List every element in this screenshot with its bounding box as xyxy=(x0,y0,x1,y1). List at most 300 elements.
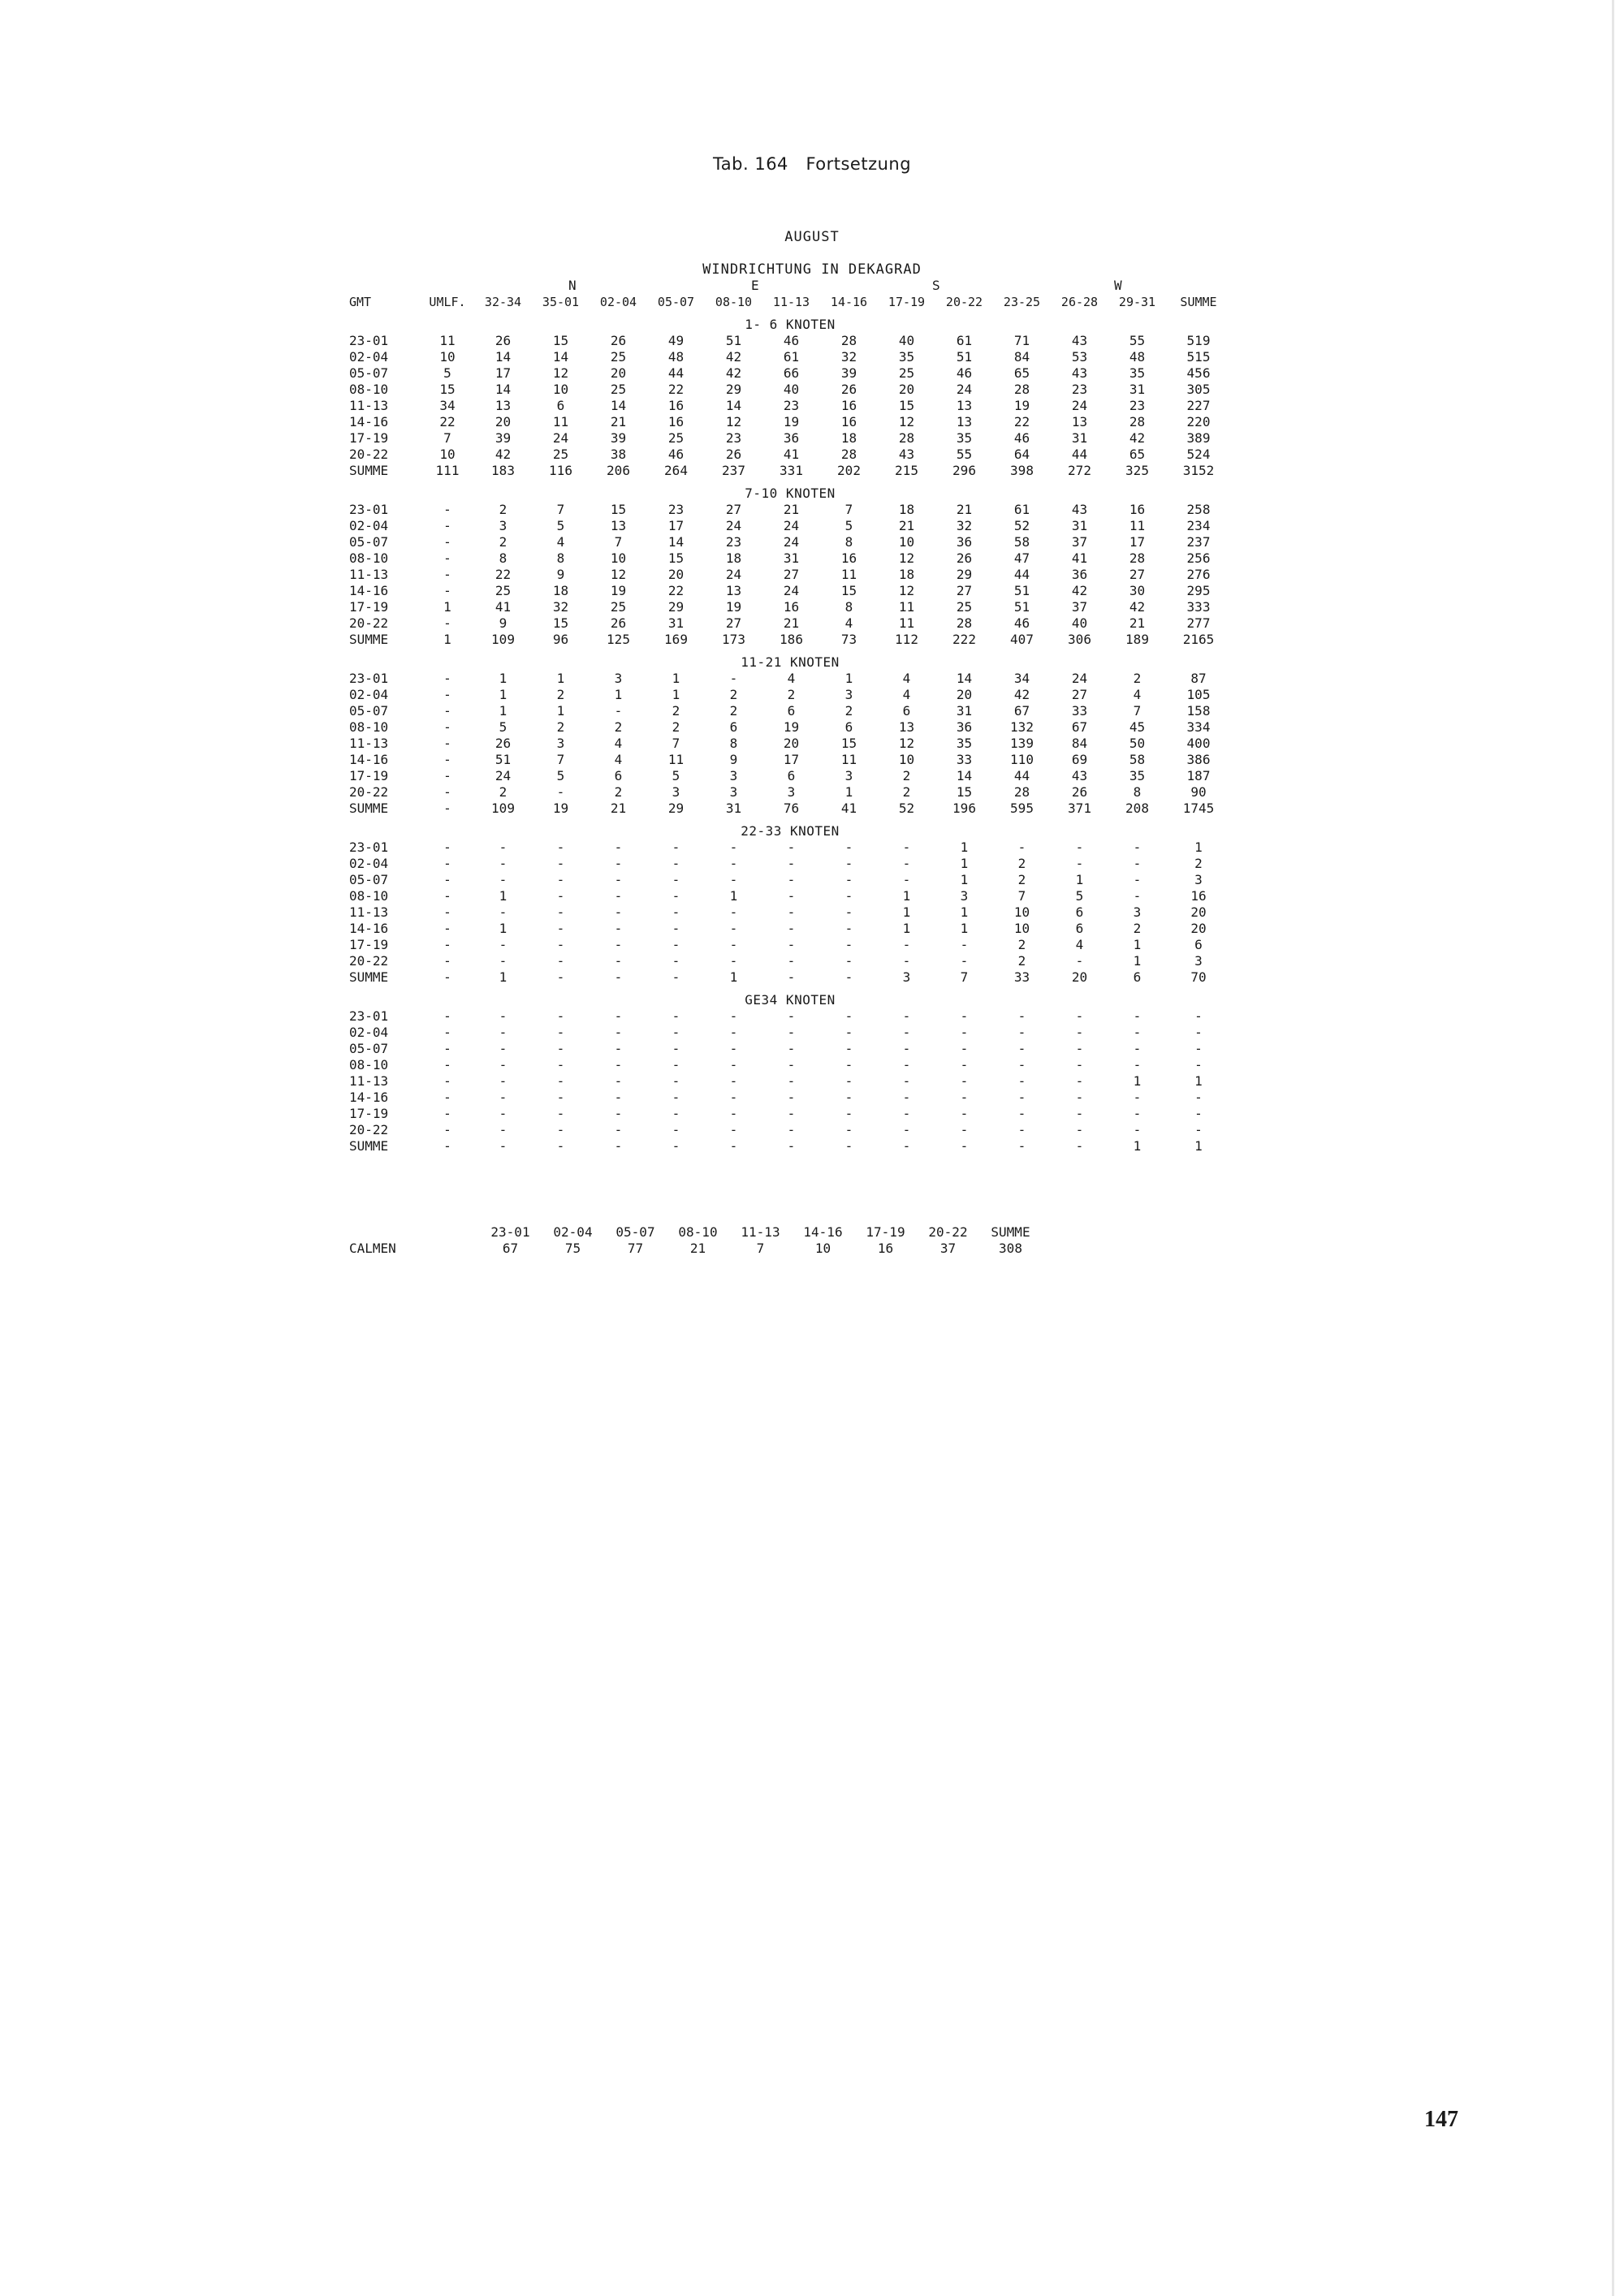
table-row xyxy=(349,447,1231,463)
column-header: UMLF. xyxy=(429,295,466,309)
section-title: GE34 KNOTEN xyxy=(745,992,836,1008)
table-cell: - xyxy=(614,703,623,719)
table-cell: - xyxy=(729,856,738,871)
table-cell: 12 xyxy=(610,567,627,582)
table-cell: 125 xyxy=(607,632,630,647)
table-cell: - xyxy=(902,872,911,887)
table-row xyxy=(349,752,1231,768)
table-cell: - xyxy=(556,953,565,969)
table-cell: - xyxy=(443,583,451,598)
table-cell: 8 xyxy=(729,736,738,751)
table-cell: 65 xyxy=(1129,447,1146,462)
table-cell: - xyxy=(960,953,969,969)
table-cell: 40 xyxy=(783,382,800,397)
table-cell: - xyxy=(443,969,451,985)
table-cell: - xyxy=(443,921,451,936)
table-cell: 42 xyxy=(1013,687,1030,702)
table-cell: 1 xyxy=(1194,1073,1203,1089)
table-cell: - xyxy=(844,888,853,904)
table-cell: - xyxy=(1133,1041,1142,1056)
table-cell: 389 xyxy=(1186,430,1211,446)
table-cell: - xyxy=(614,1106,623,1121)
table-cell: 15 xyxy=(667,550,685,566)
table-cell: 44 xyxy=(1071,447,1088,462)
table-cell: - xyxy=(844,1073,853,1089)
table-cell: - xyxy=(443,904,451,920)
table-cell: - xyxy=(499,937,508,952)
table-cell: 29 xyxy=(956,567,973,582)
section-title-row xyxy=(349,317,1231,333)
table-cell: 15 xyxy=(439,382,456,397)
table-cell: 24 xyxy=(956,382,973,397)
table-cell: 6 xyxy=(787,703,796,719)
table-cell: 46 xyxy=(1013,615,1030,631)
table-cell: 1 xyxy=(1194,1138,1203,1154)
table-cell: 169 xyxy=(664,632,688,647)
table-cell: 1 xyxy=(1075,872,1084,887)
table-cell: 24 xyxy=(1071,398,1088,413)
table-cell: 208 xyxy=(1125,801,1149,816)
table-cell: 21 xyxy=(898,518,915,533)
row-label: 20-22 xyxy=(349,953,389,969)
table-cell: 20 xyxy=(495,414,512,429)
table-cell: 48 xyxy=(1129,349,1146,365)
table-cell: 264 xyxy=(664,463,688,478)
table-cell: - xyxy=(960,1073,969,1089)
table-cell: 12 xyxy=(898,583,915,598)
table-cell: 227 xyxy=(1186,398,1211,413)
table-cell: 22 xyxy=(495,567,512,582)
table-cell: - xyxy=(443,752,451,767)
section-title: 22-33 KNOTEN xyxy=(741,823,840,839)
table-cell: - xyxy=(672,937,680,952)
table-row xyxy=(349,687,1231,703)
table-cell: 40 xyxy=(1071,615,1088,631)
table-cell: 1 xyxy=(556,703,565,719)
table-cell: - xyxy=(1133,1106,1142,1121)
table-cell: 16 xyxy=(1129,502,1146,517)
table-caption: Tab. 164 Fortsetzung xyxy=(712,154,912,174)
row-label: 05-07 xyxy=(349,703,389,719)
table-cell: 20 xyxy=(1190,921,1207,936)
table-cell: 51 xyxy=(956,349,973,365)
table-cell: - xyxy=(729,1073,738,1089)
table-cell: - xyxy=(1133,1122,1142,1137)
table-cell: 58 xyxy=(1013,534,1030,550)
table-row xyxy=(349,671,1231,687)
table-cell: 4 xyxy=(844,615,853,631)
table-cell: 456 xyxy=(1186,365,1211,381)
table-cell: 41 xyxy=(1071,550,1088,566)
table-cell: - xyxy=(443,534,451,550)
table-cell: 22 xyxy=(667,583,685,598)
section-title-row xyxy=(349,486,1231,502)
table-cell: 3 xyxy=(1194,953,1203,969)
table-row xyxy=(349,518,1231,534)
table-cell: - xyxy=(672,953,680,969)
row-label: 17-19 xyxy=(349,937,389,952)
table-cell: 29 xyxy=(667,599,685,615)
table-cell: 27 xyxy=(956,583,973,598)
table-cell: 20 xyxy=(783,736,800,751)
table-cell: - xyxy=(614,969,623,985)
table-cell: - xyxy=(443,518,451,533)
table-cell: 29 xyxy=(725,382,742,397)
table-cell: 1745 xyxy=(1182,801,1215,816)
table-cell: - xyxy=(443,1090,451,1105)
table-cell: 28 xyxy=(840,333,857,348)
table-cell: 206 xyxy=(607,463,630,478)
table-cell: - xyxy=(902,856,911,871)
table-cell: 2 xyxy=(729,703,738,719)
table-cell: - xyxy=(556,888,565,904)
table-cell: 28 xyxy=(1129,550,1146,566)
table-cell: 2 xyxy=(1017,953,1026,969)
table-cell: 1 xyxy=(499,888,508,904)
table-cell: 105 xyxy=(1186,687,1211,702)
table-cell: 3 xyxy=(556,736,565,751)
table-cell: 28 xyxy=(1013,784,1030,800)
table-cell: 18 xyxy=(898,502,915,517)
table-cell: 7 xyxy=(960,969,969,985)
table-cell: 21 xyxy=(610,801,627,816)
table-cell: 31 xyxy=(667,615,685,631)
table-cell: - xyxy=(499,872,508,887)
table-cell: 22 xyxy=(439,414,456,429)
column-header: 02-04 xyxy=(599,295,637,309)
calmen-value-row xyxy=(349,1241,1042,1257)
table-cell: 7 xyxy=(614,534,623,550)
table-cell: - xyxy=(960,1041,969,1056)
table-cell: - xyxy=(844,904,853,920)
table-row xyxy=(349,1073,1231,1090)
table-cell: 3 xyxy=(614,671,623,686)
table-cell: - xyxy=(1133,888,1142,904)
table-cell: - xyxy=(960,1122,969,1137)
table-cell: 16 xyxy=(840,414,857,429)
table-cell: 24 xyxy=(783,518,800,533)
table-cell: 18 xyxy=(898,567,915,582)
table-cell: 1 xyxy=(443,599,451,615)
table-cell: - xyxy=(1194,1041,1203,1056)
table-cell: - xyxy=(1017,1090,1026,1105)
table-cell: 10 xyxy=(439,447,456,462)
table-cell: - xyxy=(902,937,911,952)
table-cell: 33 xyxy=(1071,703,1088,719)
table-cell: - xyxy=(1133,839,1142,855)
table-cell: 44 xyxy=(1013,567,1030,582)
table-cell: 334 xyxy=(1186,719,1211,735)
table-cell: 17 xyxy=(667,518,685,533)
table-cell: 14 xyxy=(552,349,569,365)
table-cell: - xyxy=(443,856,451,871)
column-header: GMT xyxy=(349,295,372,309)
table-cell: 43 xyxy=(1071,502,1088,517)
table-cell: 12 xyxy=(898,736,915,751)
table-cell: - xyxy=(443,615,451,631)
table-row xyxy=(349,463,1231,479)
table-cell: - xyxy=(1017,839,1026,855)
table-row xyxy=(349,333,1231,349)
table-cell: - xyxy=(729,1122,738,1137)
table-cell: 11 xyxy=(552,414,569,429)
table-cell: 35 xyxy=(956,430,973,446)
page-number: 147 xyxy=(1424,2107,1458,2132)
table-cell: 14 xyxy=(956,671,973,686)
table-cell: - xyxy=(729,904,738,920)
table-cell: - xyxy=(960,937,969,952)
calmen-header: 23-01 xyxy=(490,1224,530,1240)
table-cell: - xyxy=(556,969,565,985)
table-cell: 26 xyxy=(1071,784,1088,800)
table-cell: 27 xyxy=(783,567,800,582)
table-cell: 24 xyxy=(783,534,800,550)
row-label: 14-16 xyxy=(349,921,389,936)
table-cell: 49 xyxy=(667,333,685,348)
table-cell: 25 xyxy=(495,583,512,598)
table-cell: 48 xyxy=(667,349,685,365)
table-row xyxy=(349,921,1231,937)
table-cell: 111 xyxy=(435,463,460,478)
table-cell: 237 xyxy=(722,463,745,478)
table-cell: - xyxy=(556,921,565,936)
table-cell: 70 xyxy=(1190,969,1207,985)
table-cell: 31 xyxy=(783,550,800,566)
table-cell: 20 xyxy=(898,382,915,397)
table-cell: - xyxy=(443,768,451,783)
table-cell: 42 xyxy=(495,447,512,462)
table-cell: 1 xyxy=(902,888,911,904)
table-cell: 398 xyxy=(1010,463,1034,478)
table-cell: - xyxy=(556,839,565,855)
table-cell: 5 xyxy=(443,365,451,381)
table-cell: - xyxy=(443,719,451,735)
row-label: 05-07 xyxy=(349,534,389,550)
table-cell: - xyxy=(787,872,796,887)
table-cell: 202 xyxy=(837,463,861,478)
table-cell: 73 xyxy=(840,632,857,647)
table-cell: 28 xyxy=(1013,382,1030,397)
table-cell: - xyxy=(672,888,680,904)
table-cell: 12 xyxy=(725,414,742,429)
calmen-header: 05-07 xyxy=(615,1224,655,1240)
section-spacer xyxy=(349,648,1231,654)
table-cell: 45 xyxy=(1129,719,1146,735)
table-cell: - xyxy=(614,953,623,969)
table-cell: 36 xyxy=(956,719,973,735)
table-cell: 10 xyxy=(1013,904,1030,920)
table-cell: - xyxy=(556,1090,565,1105)
table-row xyxy=(349,888,1231,904)
table-cell: 2 xyxy=(672,719,680,735)
table-cell: - xyxy=(672,1106,680,1121)
table-cell: - xyxy=(499,1008,508,1024)
row-label: SUMME xyxy=(349,801,389,816)
row-label: 02-04 xyxy=(349,856,389,871)
table-cell: - xyxy=(844,1138,853,1154)
table-cell: 27 xyxy=(725,615,742,631)
table-cell: 2 xyxy=(499,502,508,517)
row-label: 11-13 xyxy=(349,904,389,920)
table-cell: - xyxy=(844,1057,853,1072)
table-cell: 2 xyxy=(499,534,508,550)
table-cell: 407 xyxy=(1010,632,1034,647)
table-cell: 109 xyxy=(491,801,515,816)
table-cell: 5 xyxy=(499,719,508,735)
table-cell: - xyxy=(787,856,796,871)
table-cell: 26 xyxy=(610,615,627,631)
table-cell: 19 xyxy=(783,414,800,429)
table-cell: 25 xyxy=(552,447,569,462)
calmen-header: 08-10 xyxy=(678,1224,718,1240)
table-cell: 5 xyxy=(672,768,680,783)
table-cell: 10 xyxy=(610,550,627,566)
table-cell: 31 xyxy=(956,703,973,719)
table-cell: - xyxy=(1075,1090,1084,1105)
table-cell: - xyxy=(1133,1008,1142,1024)
table-cell: 24 xyxy=(495,768,512,783)
table-cell: - xyxy=(443,1041,451,1056)
table-cell: - xyxy=(443,703,451,719)
table-cell: - xyxy=(787,969,796,985)
table-cell: 3 xyxy=(1133,904,1142,920)
calmen-blank xyxy=(349,1224,479,1241)
table-cell: - xyxy=(1194,1025,1203,1040)
table-cell: 6 xyxy=(1075,921,1084,936)
table-cell: 16 xyxy=(1190,888,1207,904)
table-cell: - xyxy=(902,953,911,969)
table-cell: - xyxy=(443,567,451,582)
row-label: 08-10 xyxy=(349,719,389,735)
table-cell: 21 xyxy=(783,502,800,517)
table-cell: 277 xyxy=(1186,615,1211,631)
table-cell: 1 xyxy=(729,888,738,904)
table-cell: 20 xyxy=(956,687,973,702)
table-cell: - xyxy=(729,671,738,686)
table-cell: 16 xyxy=(667,414,685,429)
table-cell: - xyxy=(729,1138,738,1154)
table-cell: 3 xyxy=(902,969,911,985)
row-label: 14-16 xyxy=(349,583,389,598)
table-cell: 20 xyxy=(610,365,627,381)
table-cell: - xyxy=(443,872,451,887)
table-cell: - xyxy=(443,953,451,969)
table-row xyxy=(349,567,1231,583)
table-cell: - xyxy=(614,1073,623,1089)
table-row xyxy=(349,736,1231,752)
table-cell: - xyxy=(499,1090,508,1105)
cardinal-south: S xyxy=(932,278,940,293)
row-label: 05-07 xyxy=(349,872,389,887)
table-cell: - xyxy=(556,1122,565,1137)
table-cell: 6 xyxy=(1133,969,1142,985)
table-cell: - xyxy=(499,856,508,871)
table-cell: 43 xyxy=(898,447,915,462)
table-cell: 26 xyxy=(610,333,627,348)
table-cell: - xyxy=(902,1025,911,1040)
table-cell: - xyxy=(787,1025,796,1040)
month-title: AUGUST xyxy=(784,229,840,245)
table-cell: 196 xyxy=(952,801,976,816)
table-row xyxy=(349,583,1231,599)
column-header: 08-10 xyxy=(715,295,753,309)
table-cell: 23 xyxy=(1129,398,1146,413)
table-cell: - xyxy=(499,904,508,920)
table-cell: 17 xyxy=(495,365,512,381)
row-label: 02-04 xyxy=(349,1025,389,1040)
table-cell: 4 xyxy=(614,752,623,767)
table-cell: - xyxy=(614,1090,623,1105)
table-cell: - xyxy=(672,1041,680,1056)
table-cell: 132 xyxy=(1010,719,1034,735)
table-cell: - xyxy=(844,1041,853,1056)
section-spacer xyxy=(349,986,1231,992)
table-cell: - xyxy=(960,1008,969,1024)
table-cell: - xyxy=(1133,1090,1142,1105)
table-cell: 186 xyxy=(780,632,803,647)
table-cell: - xyxy=(672,1008,680,1024)
table-cell: - xyxy=(499,1025,508,1040)
table-cell: 36 xyxy=(956,534,973,550)
table-cell: 10 xyxy=(439,349,456,365)
row-label: 20-22 xyxy=(349,1122,389,1137)
table-cell: 14 xyxy=(495,349,512,365)
table-cell: 7 xyxy=(556,502,565,517)
table-cell: 19 xyxy=(783,719,800,735)
table-row xyxy=(349,937,1231,953)
table-cell: - xyxy=(1017,1057,1026,1072)
table-cell: - xyxy=(1017,1106,1026,1121)
table-cell: - xyxy=(729,872,738,887)
table-cell: - xyxy=(787,1057,796,1072)
table-cell: - xyxy=(844,1090,853,1105)
table-cell: - xyxy=(844,953,853,969)
table-cell: - xyxy=(1133,1057,1142,1072)
table-cell: 1 xyxy=(844,671,853,686)
table-cell: - xyxy=(672,872,680,887)
column-header: 35-01 xyxy=(542,295,580,309)
table-cell: 20 xyxy=(667,567,685,582)
table-cell: - xyxy=(1075,1106,1084,1121)
table-cell: 3 xyxy=(729,784,738,800)
table-cell: - xyxy=(614,1057,623,1072)
table-cell: 21 xyxy=(956,502,973,517)
table-cell: - xyxy=(1133,1025,1142,1040)
table-cell: 1 xyxy=(499,703,508,719)
table-row xyxy=(349,1106,1231,1122)
table-cell: - xyxy=(960,1025,969,1040)
table-cell: - xyxy=(556,904,565,920)
table-row xyxy=(349,1090,1231,1106)
table-cell: 13 xyxy=(725,583,742,598)
table-cell: - xyxy=(443,1106,451,1121)
table-cell: - xyxy=(1075,839,1084,855)
table-cell: 2 xyxy=(499,784,508,800)
table-cell: 35 xyxy=(1129,768,1146,783)
table-cell: - xyxy=(787,1090,796,1105)
table-cell: 256 xyxy=(1186,550,1211,566)
table-cell: 7 xyxy=(844,502,853,517)
table-row xyxy=(349,534,1231,550)
table-cell: - xyxy=(1075,1008,1084,1024)
table-cell: 61 xyxy=(783,349,800,365)
table-cell: 1 xyxy=(960,856,969,871)
table-cell: 90 xyxy=(1190,784,1207,800)
column-header: 11-13 xyxy=(772,295,810,309)
row-label: 05-07 xyxy=(349,1041,389,1056)
table-cell: 2 xyxy=(1133,921,1142,936)
table-cell: - xyxy=(844,1025,853,1040)
